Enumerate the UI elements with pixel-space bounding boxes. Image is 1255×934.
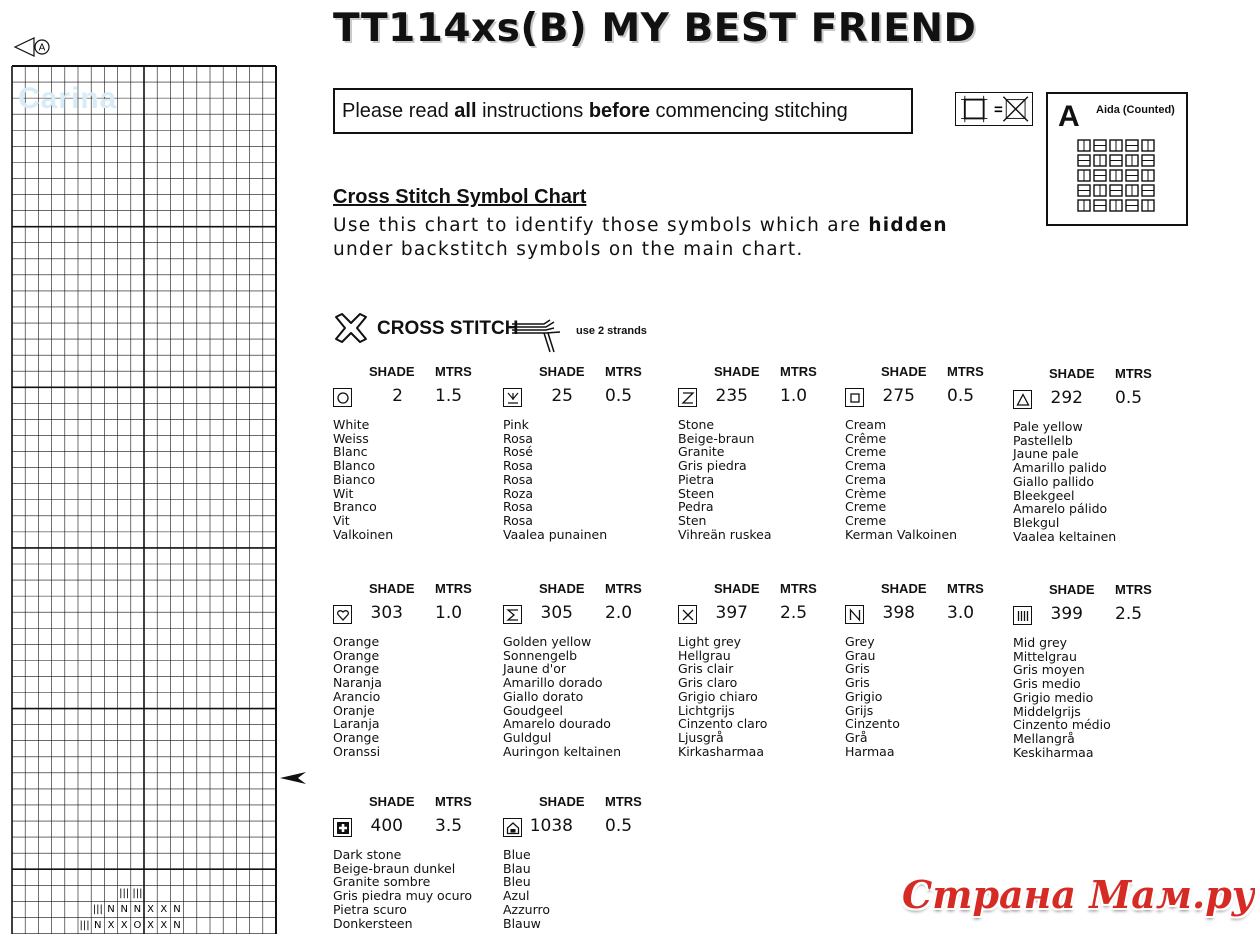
color-name: Oranssi [333, 743, 381, 759]
mtrs-header: MTRS [605, 581, 642, 596]
color-name: Rosa [503, 471, 533, 487]
shade-header: SHADE [539, 581, 585, 596]
color-names [503, 418, 607, 541]
color-name: Rosa [503, 499, 533, 515]
shade-header: SHADE [539, 364, 585, 379]
color-name: Dark stone [333, 847, 402, 862]
color-name: Sonnengelb [503, 647, 578, 663]
color-name: Rosa [503, 458, 533, 474]
color-name: Azul [503, 888, 530, 904]
color-name: Granite sombre [333, 874, 431, 890]
color-name: Crême [845, 430, 887, 446]
color-name: Creme [845, 444, 887, 460]
color-name: Gris claro [678, 675, 738, 691]
shade-number: 305 [540, 603, 573, 623]
color-name: Golden yellow [503, 634, 592, 649]
section-desc-bold: hidden [868, 215, 948, 236]
grid-stitch-symbol: N [107, 904, 115, 915]
mtrs-value: 0.5 [605, 816, 633, 836]
color-name: Light grey [678, 634, 742, 649]
shade-header: SHADE [369, 581, 415, 596]
grid-stitch-symbol: X [120, 920, 128, 931]
site-watermark: Страна Мам.ру [902, 872, 1255, 917]
color-name: Mittelgrau [1013, 648, 1077, 664]
color-name: Orange [333, 634, 380, 649]
shade-number: 235 [715, 386, 748, 406]
color-name: Amarillo palido [1013, 460, 1107, 476]
mtrs-value: 2.0 [605, 603, 633, 623]
aida-weave-icon [1074, 136, 1164, 222]
shade-number: 397 [715, 603, 748, 623]
instructions-post: commencing stitching [649, 100, 848, 122]
shade-number: 303 [370, 603, 403, 623]
cross-stitch-label: CROSS STITCH [377, 318, 519, 339]
mtrs-header: MTRS [435, 364, 472, 379]
shade-header: SHADE [1049, 582, 1095, 597]
color-name: Orange [333, 729, 380, 745]
grid-stitch-symbol: N [133, 904, 142, 915]
color-name: Stone [678, 417, 715, 432]
shade-number: 25 [551, 386, 573, 406]
color-name: Amarillo dorado [503, 675, 603, 691]
shade-header: SHADE [369, 364, 415, 379]
color-name: Crème [845, 485, 887, 501]
color-name: Blanc [333, 444, 368, 460]
color-name: Crema [845, 458, 887, 474]
color-names [333, 848, 472, 930]
shade-number: 2 [392, 386, 403, 406]
color-name: Vihreän ruskea [678, 526, 772, 542]
mtrs-header: MTRS [780, 364, 817, 379]
color-name: Amarelo pálido [1013, 501, 1108, 517]
color-name: Lichtgrijs [678, 702, 735, 718]
mtrs-header: MTRS [605, 794, 642, 809]
color-name: Vaalea keltainen [1013, 528, 1117, 544]
grid-stitch-symbol: X [160, 904, 168, 915]
color-name: Keskiharmaa [1013, 744, 1094, 760]
color-name: Pastellelb [1013, 432, 1073, 448]
color-name: Hellgrau [678, 647, 731, 663]
thread-strands-icon [510, 318, 574, 354]
shade-number: 292 [1050, 388, 1083, 408]
shade-header: SHADE [881, 364, 927, 379]
mtrs-value: 1.0 [435, 603, 463, 623]
section-desc-pre: Use this chart to identify those symbols which are [333, 215, 869, 236]
chart-grid [0, 0, 290, 934]
grid-stitch-symbol: ||| [132, 888, 143, 899]
shade-header: SHADE [714, 364, 760, 379]
mtrs-header: MTRS [1115, 366, 1152, 381]
grid-stitch-symbol: O [133, 920, 142, 931]
shade-number: 398 [882, 603, 915, 623]
shade-header: SHADE [881, 581, 927, 596]
color-name: Cinzento médio [1013, 717, 1111, 733]
instructions-bold-all: all [454, 100, 477, 122]
color-name: Grigio [845, 688, 883, 704]
shade-header: SHADE [539, 794, 585, 809]
grid-stitch-symbol: X [107, 920, 115, 931]
color-name: Grey [845, 634, 875, 649]
color-name: Amarelo dourado [503, 716, 611, 732]
instructions-box [333, 88, 913, 134]
fabric-box [1046, 92, 1188, 226]
mtrs-value: 0.5 [947, 386, 975, 406]
cross-stitch-icon [333, 312, 369, 344]
grid-stitch-symbol: ||| [79, 920, 90, 931]
color-name: Orange [333, 647, 380, 663]
color-name: Roza [503, 485, 533, 501]
color-name: Crema [845, 471, 887, 487]
shade-header: SHADE [714, 581, 760, 596]
color-name: Orange [333, 661, 380, 677]
mtrs-header: MTRS [435, 581, 472, 596]
mtrs-value: 0.5 [605, 386, 633, 406]
color-name: Rosa [503, 512, 533, 528]
color-name: Kerman Valkoinen [845, 526, 958, 542]
color-name: Pietra scuro [333, 901, 407, 917]
color-name: Gris [845, 675, 870, 691]
color-name: Azzurro [503, 901, 551, 917]
page-title: TT114xs(B) MY BEST FRIEND [333, 6, 977, 51]
color-name: Auringon keltainen [503, 743, 622, 759]
color-name: White [333, 417, 370, 432]
mtrs-header: MTRS [780, 581, 817, 596]
color-name: Giallo dorato [503, 688, 584, 704]
mtrs-value: 2.5 [1115, 604, 1143, 624]
mtrs-value: 2.5 [780, 603, 808, 623]
grid-stitch-symbol: N [94, 920, 102, 931]
color-name: Pietra [678, 471, 715, 487]
color-names [678, 635, 767, 758]
color-name: Grigio chiaro [678, 688, 758, 704]
color-name: Rosa [503, 430, 533, 446]
color-name: Wit [333, 485, 354, 501]
color-name: Gris clair [678, 661, 734, 677]
grid-stitch-symbol: ||| [119, 888, 130, 899]
mtrs-value: 3.0 [947, 603, 975, 623]
color-name: Grå [845, 729, 868, 745]
shade-header: SHADE [1049, 366, 1095, 381]
grid-stitch-symbol: N [173, 904, 181, 915]
section-description [333, 214, 1033, 262]
color-name: Kirkasharmaa [678, 743, 764, 759]
color-names [1013, 636, 1111, 759]
color-name: Vit [333, 512, 350, 528]
color-names [503, 848, 550, 930]
color-name: Donkersteen [333, 915, 413, 931]
stitch-legend-icon [955, 92, 1033, 126]
instructions-mid: instructions [476, 100, 589, 122]
color-name: Pink [503, 417, 529, 432]
color-name: Oranje [333, 702, 375, 718]
grid-stitch-symbol: ||| [92, 904, 103, 915]
color-name: Bleu [503, 874, 531, 890]
color-names [845, 418, 957, 541]
color-name: Grigio medio [1013, 689, 1094, 705]
mtrs-value: 0.5 [1115, 388, 1143, 408]
section-desc-post: under backstitch symbols on the main chart. [333, 239, 804, 260]
grid-stitch-symbol: X [147, 920, 155, 931]
color-names [1013, 420, 1116, 543]
strands-note: use 2 strands [576, 325, 647, 337]
shade-number: 1038 [529, 816, 573, 836]
svg-text:=: = [994, 101, 1003, 119]
mtrs-value: 3.5 [435, 816, 463, 836]
color-name: Branco [333, 499, 377, 515]
chart-a-marker-icon [12, 36, 52, 58]
grid-stitch-symbol: X [160, 920, 168, 931]
color-name: Jaune d'or [503, 661, 567, 677]
color-name: Blanco [333, 458, 376, 474]
color-name: Blekgul [1013, 514, 1060, 530]
color-name: Valkoinen [333, 526, 394, 542]
color-name: Beige-braun [678, 430, 755, 446]
instructions-pre: Please read [342, 100, 455, 122]
color-name: Gris [845, 661, 870, 677]
color-name: Jaune pale [1013, 446, 1079, 462]
color-name: Bleekgeel [1013, 487, 1075, 503]
color-name: Arancio [333, 688, 381, 704]
color-name: Ljusgrå [678, 729, 724, 745]
color-name: Blue [503, 847, 531, 862]
mtrs-value: 1.0 [780, 386, 808, 406]
color-name: Middelgrijs [1013, 703, 1081, 719]
color-name: Blau [503, 860, 531, 876]
brand-watermark: Carina [18, 82, 118, 115]
color-name: Bianco [333, 471, 376, 487]
color-name: Cinzento [845, 716, 900, 732]
mtrs-header: MTRS [1115, 582, 1152, 597]
shade-header: SHADE [369, 794, 415, 809]
color-name: Mid grey [1013, 635, 1068, 650]
shade-number: 399 [1050, 604, 1083, 624]
color-names [333, 635, 382, 758]
grid-stitch-symbol: N [173, 920, 181, 931]
color-name: Mellangrå [1013, 730, 1075, 746]
fabric-letter: A [1058, 100, 1080, 133]
instructions-bold-before: before [588, 100, 650, 122]
color-name: Steen [678, 485, 715, 501]
color-name: Pale yellow [1013, 419, 1083, 434]
color-name: Gris piedra [678, 458, 747, 474]
color-name: Rosé [503, 444, 533, 460]
mtrs-header: MTRS [605, 364, 642, 379]
color-name: Harmaa [845, 743, 895, 759]
color-names [845, 635, 900, 758]
chart-a-marker-letter: A [38, 42, 46, 54]
color-name: Goudgeel [503, 702, 563, 718]
color-name: Beige-braun dunkel [333, 860, 456, 876]
mtrs-header: MTRS [947, 364, 984, 379]
color-name: Gris moyen [1013, 662, 1085, 678]
mtrs-header: MTRS [435, 794, 472, 809]
color-names [333, 418, 393, 541]
color-name: Gris medio [1013, 676, 1081, 692]
color-name: Naranja [333, 675, 382, 691]
fabric-label: Aida (Counted) [1096, 104, 1175, 116]
color-name: Creme [845, 512, 887, 528]
color-name: Grijs [845, 702, 874, 718]
color-name: Grau [845, 647, 876, 663]
color-names [678, 418, 772, 541]
shade-number: 400 [370, 816, 403, 836]
center-arrow-icon [278, 770, 308, 786]
color-name: Giallo pallido [1013, 473, 1094, 489]
grid-stitch-symbol: X [147, 904, 155, 915]
grid-stitch-symbol: N [120, 904, 128, 915]
color-name: Vaalea punainen [503, 526, 608, 542]
color-name: Blauw [503, 915, 541, 931]
color-name: Sten [678, 512, 707, 528]
color-name: Granite [678, 444, 725, 460]
color-name: Creme [845, 499, 887, 515]
color-name: Cream [845, 417, 887, 432]
mtrs-header: MTRS [947, 581, 984, 596]
color-name: Laranja [333, 716, 380, 732]
color-name: Pedra [678, 499, 714, 515]
color-name: Guldgul [503, 729, 552, 745]
section-title: Cross Stitch Symbol Chart [333, 186, 587, 208]
shade-number: 275 [882, 386, 915, 406]
color-name: Gris piedra muy ocuro [333, 888, 473, 904]
color-name: Weiss [333, 430, 369, 446]
mtrs-value: 1.5 [435, 386, 463, 406]
color-name: Cinzento claro [678, 716, 768, 732]
color-names [503, 635, 621, 758]
